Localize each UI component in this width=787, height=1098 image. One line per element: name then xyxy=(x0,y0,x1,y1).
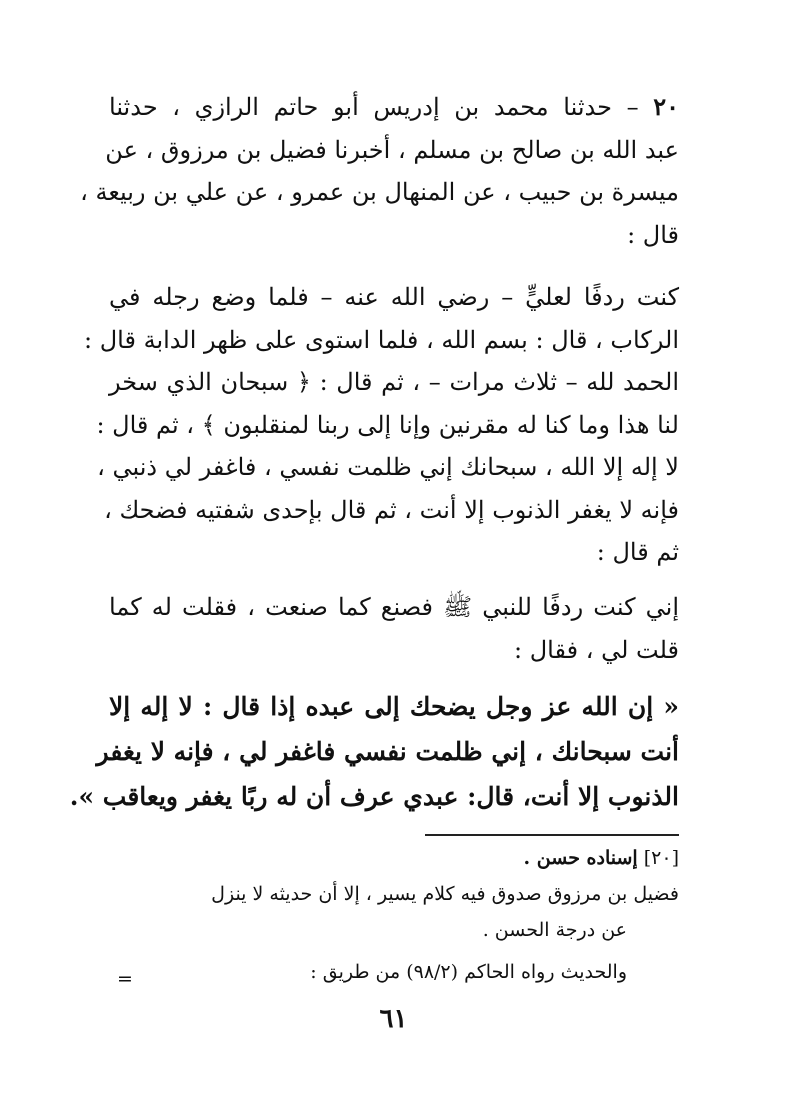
text-line: ٢٠ – حدثنا محمد بن إدريس أبو حاتم الرازي ، حدثنا xyxy=(109,92,679,121)
text-line: لنا هذا وما كنا له مقرنين وإنا إلى ربنا لمنقلبون ﴾ ، ثم قال : xyxy=(96,410,679,439)
hadith-narration-2 xyxy=(109,586,679,671)
footnote-grade: إسناده حسن . xyxy=(523,847,638,869)
text-line: لا إله إلا الله ، سبحانك إني ظلمت نفسي ، فاغفر لي ذنبي ، xyxy=(97,453,679,481)
text-line: إني كنت ردفًا للنبي ﷺ فصنع كما صنعت ، فقلت له كما xyxy=(109,593,679,621)
text-line: قال : xyxy=(627,220,679,249)
footnote-line: عن درجة الحسن . xyxy=(482,919,627,941)
text-line: الذنوب إلا أنت، قال: عبدي عرف أن له ربًا يغفر ويعاقب ». xyxy=(69,782,679,811)
text-line: أنت سبحانك ، إني ظلمت نفسي فاغفر لي ، فإنه لا يغفر xyxy=(96,737,679,766)
text-line: الركاب ، قال : بسم الله ، فلما استوى على ظهر الدابة قال : xyxy=(84,325,679,354)
footnote-line: فضيل بن مرزوق صدوق فيه كلام يسير ، إلا أن حديثه لا ينزل xyxy=(211,883,679,905)
text-line: « إن الله عز وجل يضحك إلى عبده إذا قال : لا إله إلا xyxy=(109,692,679,721)
text-line: ميسرة بن حبيب ، عن المنهال بن عمرو ، عن علي بن ربيعة ، xyxy=(80,178,679,206)
text-line: قلت لي ، فقال : xyxy=(513,635,679,664)
prophetic-saying xyxy=(69,684,679,819)
hadith-number: ٢٠ xyxy=(653,92,679,121)
footnote-divider xyxy=(425,834,679,836)
footnote-line: والحديث رواه الحاكم (٩٨/٢) من طريق : xyxy=(310,961,627,983)
hadith-narration xyxy=(84,276,679,574)
text-line: الحمد لله – ثلاث مرات – ، ثم قال : ﴿ سبحان الذي سخر xyxy=(109,368,679,396)
page-number: ٦١ xyxy=(379,1004,408,1034)
text-line: فإنه لا يغفر الذنوب إلا أنت ، ثم قال بإحدى شفتيه فضحك ، xyxy=(104,495,679,524)
footnote-ref: [٢٠] xyxy=(643,847,679,869)
hadith-isnad xyxy=(80,86,679,256)
text-line: ثم قال : xyxy=(596,538,679,566)
footnote-heading xyxy=(79,840,679,876)
text-line: كنت ردفًا لعليٍّ – رضي الله عنه – فلما وضع رجله في xyxy=(109,283,679,311)
continuation-mark: = xyxy=(117,968,133,990)
text-line: عبد الله بن صالح بن مسلم ، أخبرنا فضيل بن مرزوق ، عن xyxy=(105,135,679,164)
